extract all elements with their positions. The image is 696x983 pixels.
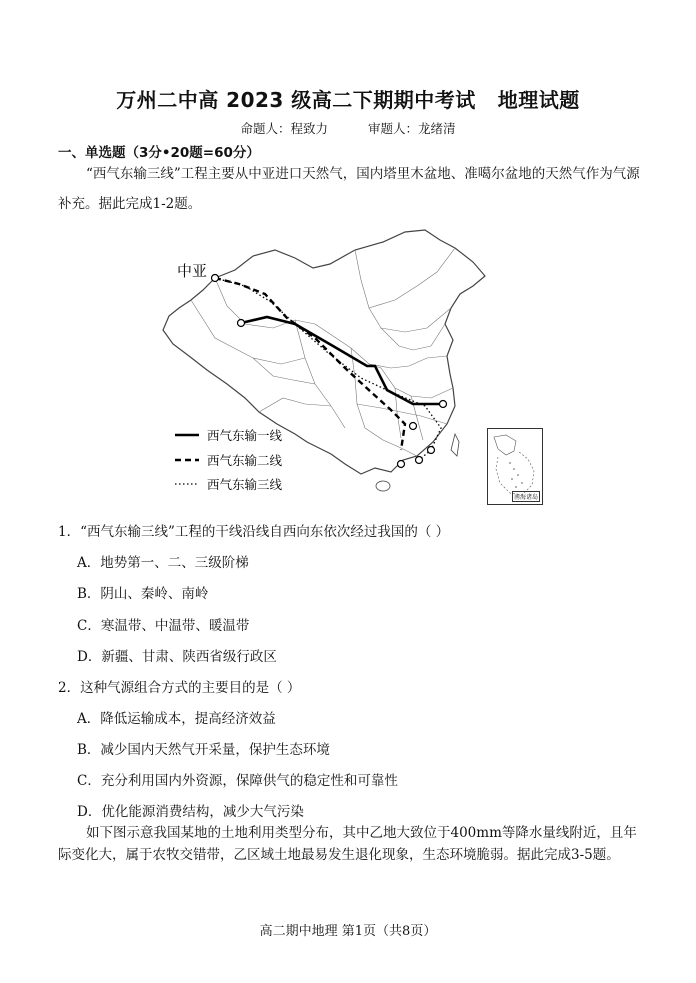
taiwan-island: [451, 434, 459, 456]
hainan-island: [376, 481, 390, 491]
title-main: 万州二中高 2023 级高二下期期中考试: [116, 88, 476, 112]
node-end-line2b: [398, 461, 405, 468]
node-end-line3b: [416, 457, 423, 464]
title-subject: 地理试题: [497, 88, 580, 112]
legend-line-3: 西气东输三线: [207, 477, 283, 492]
question-1-option-a: A．地势第一、二、三级阶梯: [77, 555, 249, 571]
question-1-option-d: D．新疆、甘肃、陕西省级行政区: [77, 649, 277, 665]
question-2-option-a: A．降低运输成本，提高经济效益: [77, 711, 276, 727]
question-2-option-d: D．优化能源消费结构，减少大气污染: [77, 804, 304, 820]
legend-line-2: 西气东输二线: [207, 453, 283, 468]
question-2-option-c: C．充分利用国内外资源，保障供气的稳定性和可靠性: [77, 773, 398, 789]
page-title: [0, 84, 696, 113]
node-start-line1: [238, 320, 245, 327]
passage-1: “西气东输三线”工程主要从中亚进口天然气，国内塔里木盆地、准噶尔盆地的天然气作为气源补充。据此完成1-2题。: [58, 166, 640, 212]
question-1-option-b: B．阴山、秦岭、南岭: [77, 586, 209, 602]
label-zhongya: 中亚: [177, 262, 208, 280]
node-end-line3a: [428, 447, 435, 454]
question-2-stem: 2．这种气源组合方式的主要目的是（ ）: [58, 680, 301, 696]
question-1-option-c: C．寒温带、中温带、暖温带: [77, 618, 250, 634]
authors-line: [0, 119, 696, 137]
legend-line-1: 西气东输一线: [207, 428, 283, 443]
setter: 命题人：程致力: [240, 121, 328, 136]
question-2-option-b: B．减少国内天然气开采量，保护生态环境: [77, 742, 330, 758]
map-legend: [175, 428, 283, 492]
section-heading: 一、单选题（3分•20题=60分）: [58, 145, 260, 161]
question-1-stem: 1．“西气东输三线”工程的干线沿线自西向东依次经过我国的（ ）: [58, 524, 450, 540]
node-start-zhongya: [212, 275, 219, 282]
inset-label: 南海诸岛: [512, 491, 540, 502]
passage-2: 如下图示意我国某地的土地利用类型分布，其中乙地大致位于400mm等降水量线附近，且年际变化大，属于农牧交错带，乙区域土地最易发生退化现象，生态环境脆弱。据此完成3-5题。: [58, 825, 637, 863]
page-footer: 高二期中地理 第1页（共8页）: [259, 924, 437, 939]
south-china-sea-inset: [487, 428, 543, 505]
pipeline-line-1: [241, 317, 443, 404]
reviewer: 审题人：龙绪清: [368, 121, 456, 136]
node-end-line1: [440, 401, 447, 408]
pipeline-line-2: [215, 278, 405, 450]
node-end-line2: [410, 423, 417, 430]
